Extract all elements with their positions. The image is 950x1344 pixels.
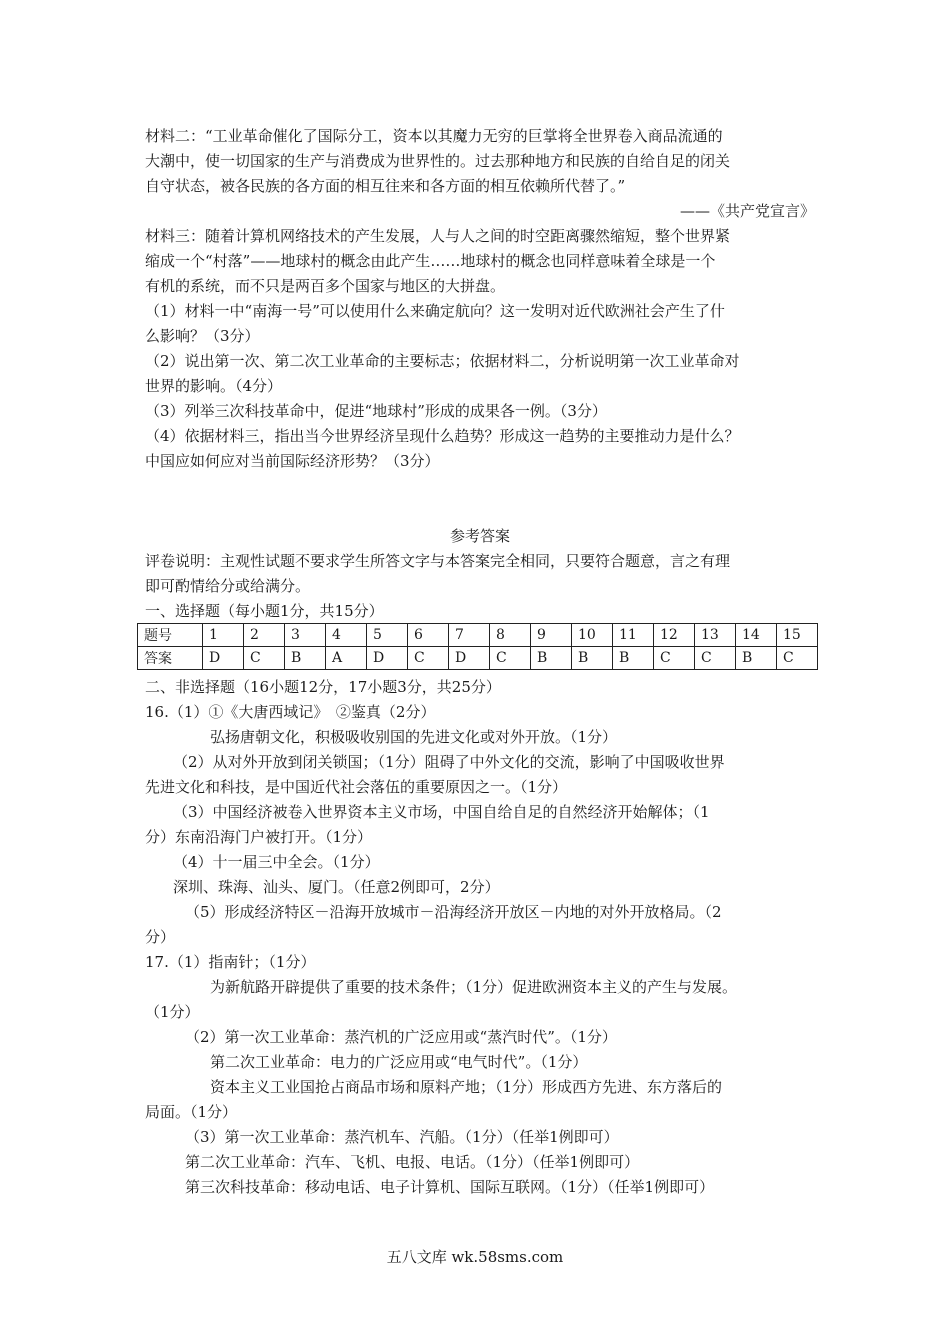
table-cell: 13 <box>695 624 736 647</box>
q17-line: 第二次工业革命：电力的广泛应用或“电气时代”。（1分） <box>210 1053 588 1071</box>
table-cell: 14 <box>736 624 777 647</box>
answer-table <box>137 623 818 670</box>
grading-note-line: 即可酌情给分或给满分。 <box>145 577 311 595</box>
grading-note-line: 评卷说明：主观性试题不要求学生所答文字与本答案完全相同，只要符合题意，言之有理 <box>145 552 731 570</box>
material3-line: 有机的系统，而不只是两百多个国家与地区的大拼盘。 <box>145 277 506 295</box>
q17-line: 资本主义工业国抢占商品市场和原料产地；（1分）形成西方先进、东方落后的 <box>210 1078 723 1096</box>
table-cell: C <box>777 647 818 670</box>
table-cell: 1 <box>203 624 244 647</box>
q17-line: 第二次工业革命：汽车、飞机、电报、电话。（1分）（任举1例即可） <box>185 1153 640 1171</box>
material3-line: 缩成一个“村落”——地球村的概念由此产生……地球村的概念也同样意味着全球是一个 <box>145 252 716 270</box>
table-cell: C <box>244 647 285 670</box>
table-cell: B <box>531 647 572 670</box>
question-line: （4）依据材料三，指出当今世界经济呈现什么趋势？形成这一趋势的主要推动力是什么？ <box>145 427 740 445</box>
material3-line: 材料三：随着计算机网络技术的产生发展，人与人之间的时空距离骤然缩短，整个世界紧 <box>145 227 731 245</box>
table-cell: 5 <box>367 624 408 647</box>
answer-title: 参考答案 <box>449 527 510 545</box>
q17-line: （2）第一次工业革命：蒸汽机的广泛应用或“蒸汽时代”。（1分） <box>185 1028 617 1046</box>
table-cell: B <box>736 647 777 670</box>
q16-line: （2）从对外开放到闭关锁国；（1分）阻碍了中外文化的交流，影响了中国吸收世界 <box>173 753 725 771</box>
section2-title: 二、非选择题（16小题12分，17小题3分，共25分） <box>145 678 501 696</box>
table-cell: 10 <box>572 624 613 647</box>
table-cell: 15 <box>777 624 818 647</box>
question-line: （2）说出第一次、第二次工业革命的主要标志；依据材料二，分析说明第一次工业革命对 <box>145 352 740 370</box>
table-cell: 6 <box>408 624 449 647</box>
table-header-cell: 题号 <box>138 624 203 647</box>
table-cell: B <box>285 647 326 670</box>
question-line: （3）列举三次科技革命中，促进“地球村”形成的成果各一例。（3分） <box>145 402 607 420</box>
table-cell: D <box>203 647 244 670</box>
table-cell: B <box>572 647 613 670</box>
q16-line: 16.（1）①《大唐西域记》 ②鉴真（2分） <box>145 703 436 721</box>
table-row <box>138 647 818 670</box>
table-cell: C <box>490 647 531 670</box>
table-cell: 4 <box>326 624 367 647</box>
q17-line: 为新航路开辟提供了重要的技术条件；（1分）促进欧洲资本主义的产生与发展。 <box>210 978 738 996</box>
material2-line: 大潮中，使一切国家的生产与消费成为世界性的。过去那种地方和民族的自给自足的闭关 <box>145 152 731 170</box>
q16-line: 分） <box>145 928 176 946</box>
q16-line: （4）十一届三中全会。（1分） <box>173 853 380 871</box>
q17-line: 局面。（1分） <box>145 1103 238 1121</box>
question-line: 中国应如何应对当前国际经济形势？（3分） <box>145 452 440 470</box>
table-cell: B <box>613 647 654 670</box>
q17-line: 17.（1）指南针；（1分） <box>145 953 316 971</box>
q16-line: 分）东南沿海门户被打开。（1分） <box>145 828 373 846</box>
q17-line: 第三次科技革命：移动电话、电子计算机、国际互联网。（1分）（任举1例即可） <box>185 1178 715 1196</box>
q16-line: 弘扬唐朝文化，积极吸收别国的先进文化或对外开放。（1分） <box>210 728 618 746</box>
question-line: 世界的影响。（4分） <box>145 377 283 395</box>
table-cell: 11 <box>613 624 654 647</box>
question-line: （1）材料一中“南海一号”可以使用什么来确定航向？这一发明对近代欧洲社会产生了什 <box>145 302 725 320</box>
material2-line: 自守状态，被各民族的各方面的相互往来和各方面的相互依赖所代替了。” <box>145 177 626 195</box>
table-cell: C <box>654 647 695 670</box>
q16-line: （3）中国经济被卷入世界资本主义市场，中国自给自足的自然经济开始解体；（1 <box>173 803 710 821</box>
q17-line: （1分） <box>145 1003 200 1021</box>
table-cell: 9 <box>531 624 572 647</box>
table-cell: C <box>695 647 736 670</box>
footer-watermark: 五八文库 wk.58sms.com <box>386 1248 564 1266</box>
q17-line: （3）第一次工业革命：蒸汽机车、汽船。（1分）（任举1例即可） <box>185 1128 619 1146</box>
table-cell: 8 <box>490 624 531 647</box>
table-cell: 12 <box>654 624 695 647</box>
table-cell: C <box>408 647 449 670</box>
q16-line: （5）形成经济特区－沿海开放城市－沿海经济开放区－内地的对外开放格局。（2 <box>185 903 722 921</box>
section1-title: 一、选择题（每小题1分，共15分） <box>145 602 384 620</box>
table-row <box>138 624 818 647</box>
table-cell: 2 <box>244 624 285 647</box>
q16-line: 先进文化和科技，是中国近代社会落伍的重要原因之一。（1分） <box>145 778 568 796</box>
table-header-cell: 答案 <box>138 647 203 670</box>
material2-source: ——《共产党宣言》 <box>679 202 815 220</box>
q16-line: 深圳、珠海、汕头、厦门。（任意2例即可，2分） <box>173 878 500 896</box>
table-cell: 3 <box>285 624 326 647</box>
table-cell: A <box>326 647 367 670</box>
table-cell: 7 <box>449 624 490 647</box>
table-cell: D <box>449 647 490 670</box>
table-cell: D <box>367 647 408 670</box>
material2-line: 材料二：“工业革命催化了国际分工，资本以其魔力无穷的巨掌将全世界卷入商品流通的 <box>145 127 723 145</box>
question-line: 么影响？（3分） <box>145 327 260 345</box>
